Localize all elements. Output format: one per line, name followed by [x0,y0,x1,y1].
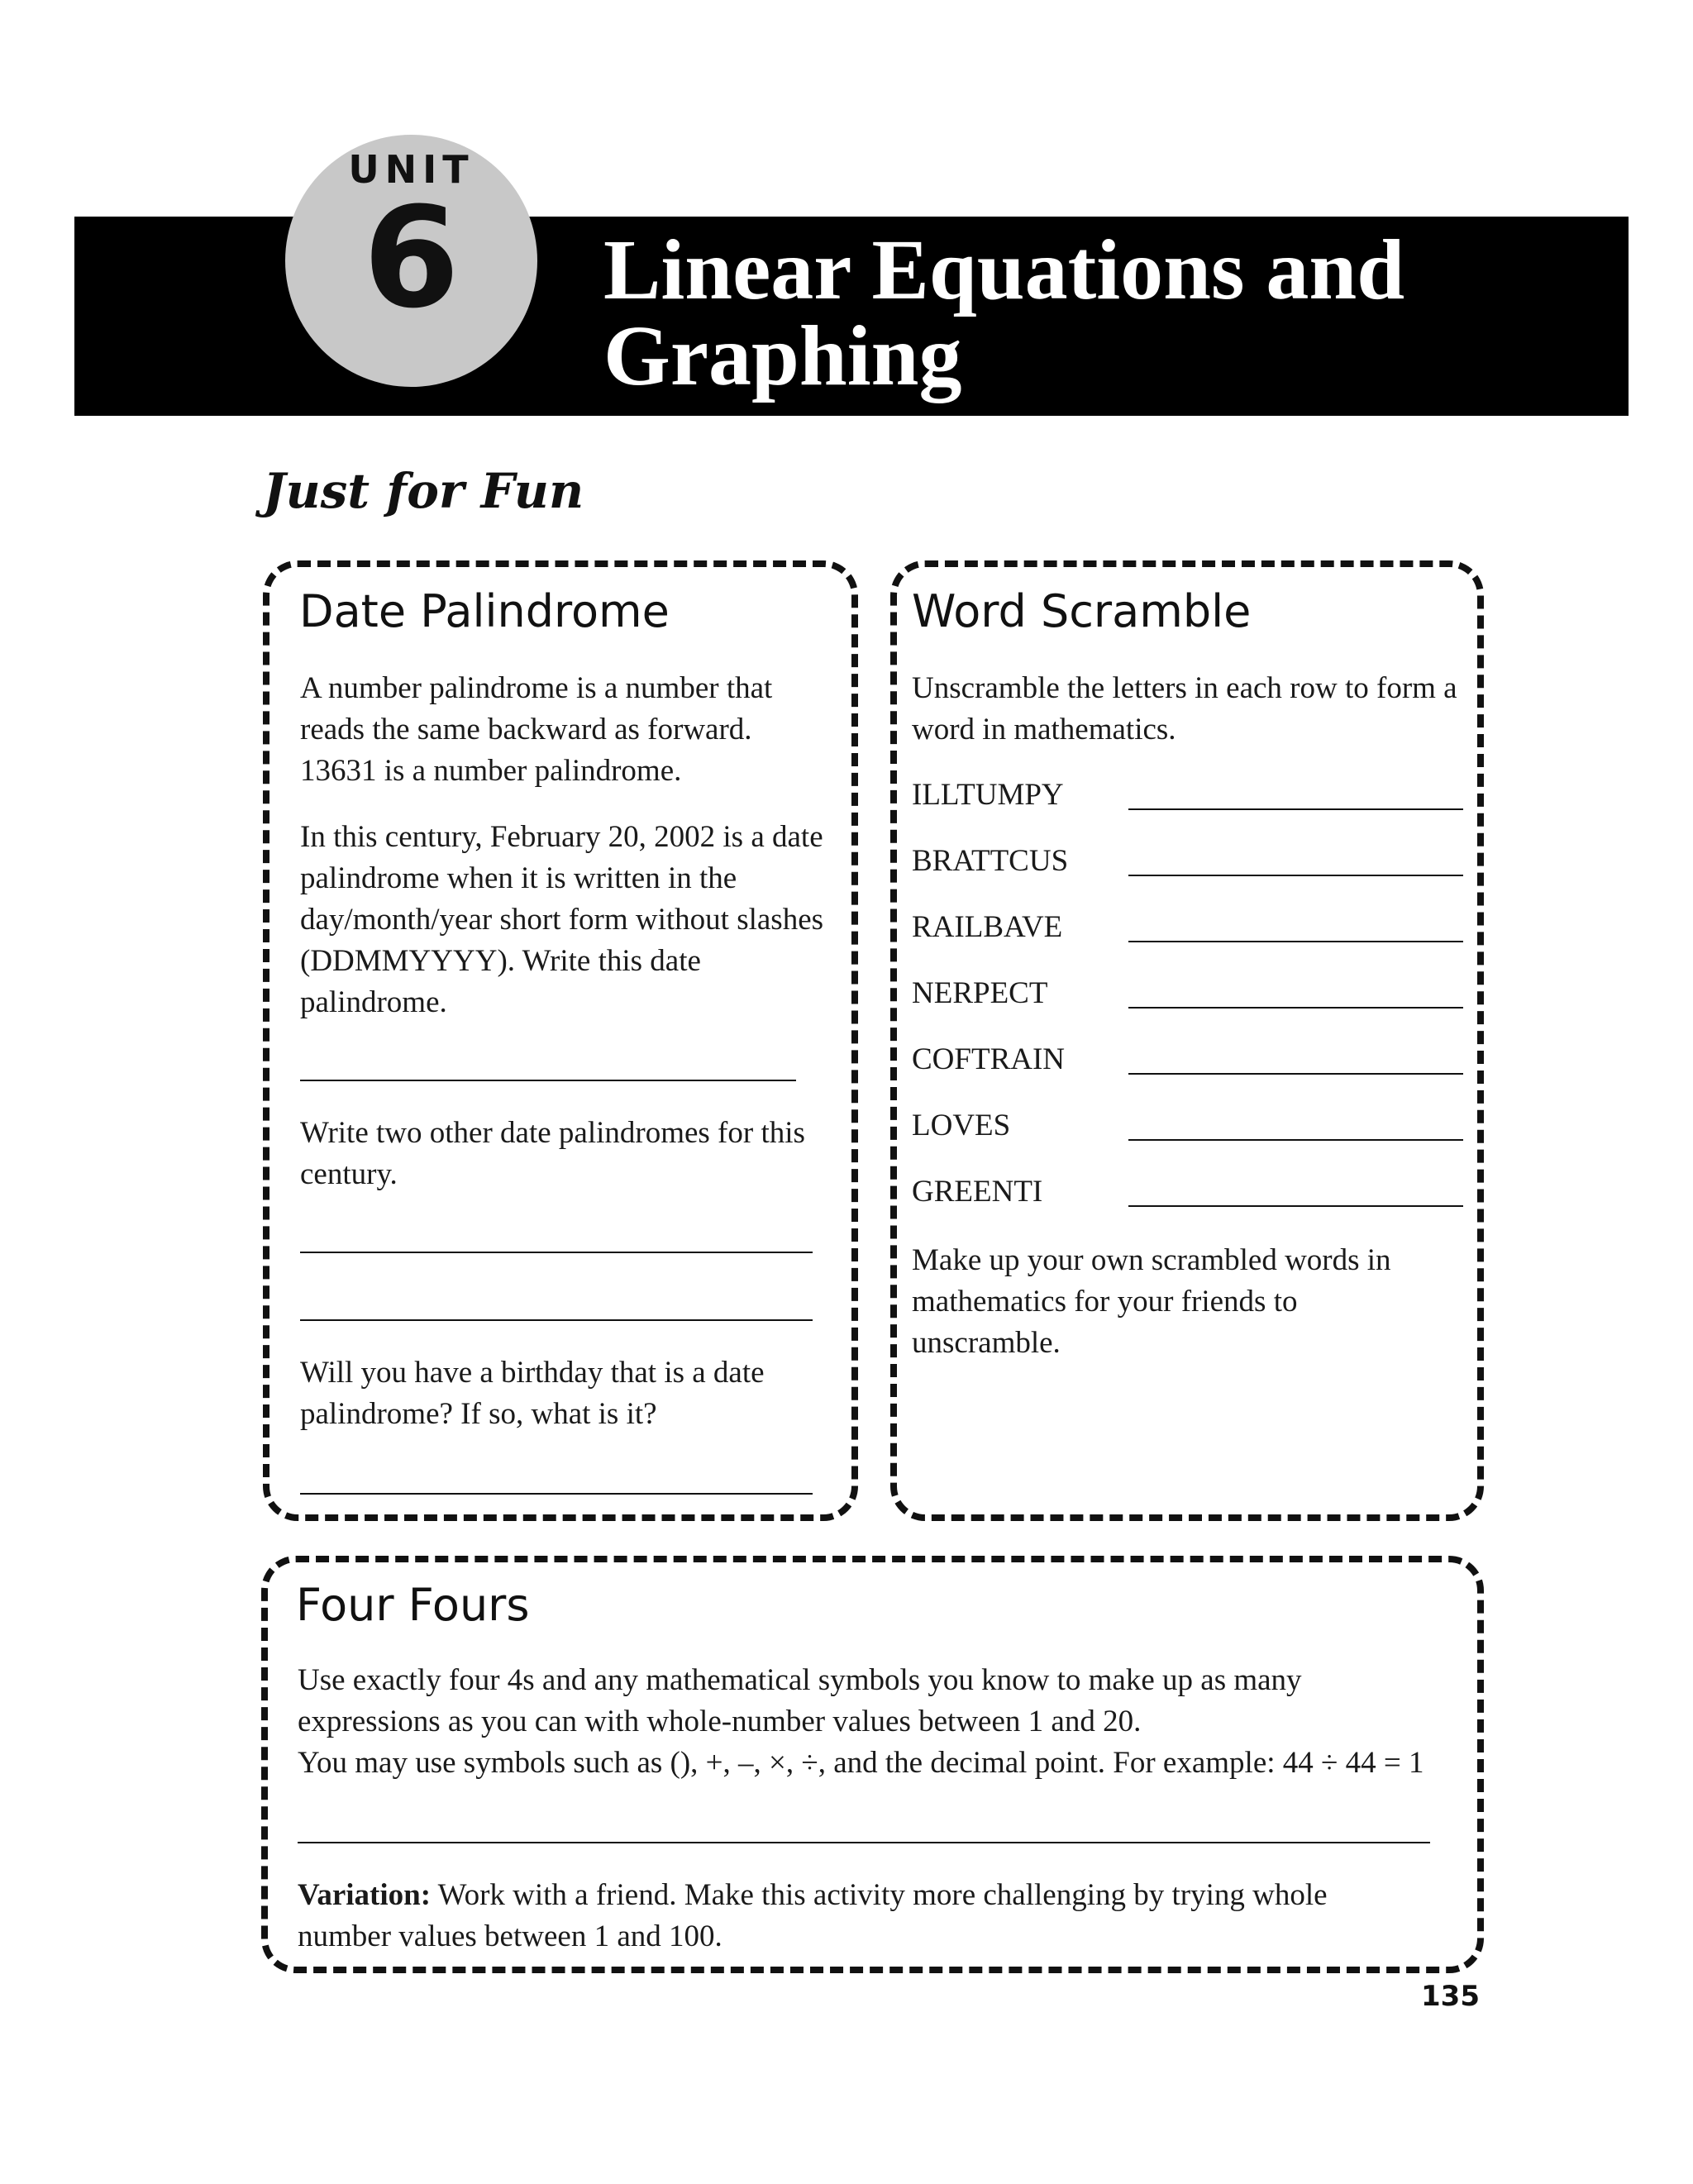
unit-number: 6 [363,177,460,339]
scramble-word: NERPECT [912,976,1048,1010]
date-palindrome-para-3: Write two other date palindromes for this century. [300,1116,805,1191]
date-palindrome-answer-line-1[interactable] [300,1080,796,1081]
scramble-answer-line[interactable] [1128,1073,1463,1075]
unit-label: UNIT [348,147,475,192]
date-palindrome-answer-line-4[interactable] [300,1493,813,1495]
date-palindrome-para-4: Will you have a birthday that is a date palindrome? If so, what is it? [300,1356,765,1431]
scramble-word: ILLTUMPY [912,778,1064,812]
scramble-word: LOVES [912,1109,1011,1142]
four-fours-line-2: expressions as you can with whole-number values between 1 and 20. [298,1705,1142,1738]
scramble-answer-line[interactable] [1128,1139,1463,1141]
section-heading: Just for Fun [263,463,584,519]
date-palindrome-para-2: In this century, February 20, 2002 is a date palindrome when it is written in the day/month/year short form without slashes (DDMMYYYY). Write this date palindrome. [300,820,824,1019]
four-fours-line-1: Use exactly four 4s and any mathematical symbols you know to make up as many [298,1663,1302,1697]
scramble-answer-line[interactable] [1128,1007,1463,1009]
date-palindrome-answer-line-3[interactable] [300,1319,813,1321]
scramble-answer-line[interactable] [1128,1205,1463,1207]
page-number: 135 [1421,1980,1480,2013]
four-fours-variation [298,1875,1414,1957]
variation-label: Variation: [298,1878,432,1912]
unit-title-line-1: Linear Equations and [603,222,1405,317]
four-fours-answer-line[interactable] [298,1842,1430,1843]
four-fours-line-3: You may use symbols such as (), +, –, ×, ÷, and the decimal point. For example: 44 ÷ 44 = 1 [298,1746,1424,1780]
scramble-word: COFTRAIN [912,1042,1066,1076]
word-scramble-intro: Unscramble the letters in each row to form a word in mathematics. [912,671,1457,746]
word-scramble-outro: Make up your own scrambled words in mathematics for your friends to unscramble. [912,1243,1391,1360]
date-palindrome-answer-line-2[interactable] [300,1252,813,1253]
variation-text: Work with a friend. Make this activity more challenging by trying whole number values between 1 and 100. [298,1878,1328,1953]
word-scramble-title: Word Scramble [912,585,1252,637]
scramble-answer-line[interactable] [1128,941,1463,942]
date-palindrome-para-1: A number palindrome is a number that reads the same backward as forward. 13631 is a number palindrome. [300,671,773,788]
unit-title-line-2: Graphing [603,308,962,403]
unit-title [603,222,1595,403]
four-fours-title: Four Fours [296,1579,530,1631]
scramble-answer-line[interactable] [1128,875,1463,876]
scramble-word: RAILBAVE [912,910,1063,944]
date-palindrome-title: Date Palindrome [299,585,670,637]
scramble-word: BRATTCUS [912,844,1069,878]
scramble-answer-line[interactable] [1128,808,1463,810]
scramble-word: GREENTI [912,1175,1043,1209]
